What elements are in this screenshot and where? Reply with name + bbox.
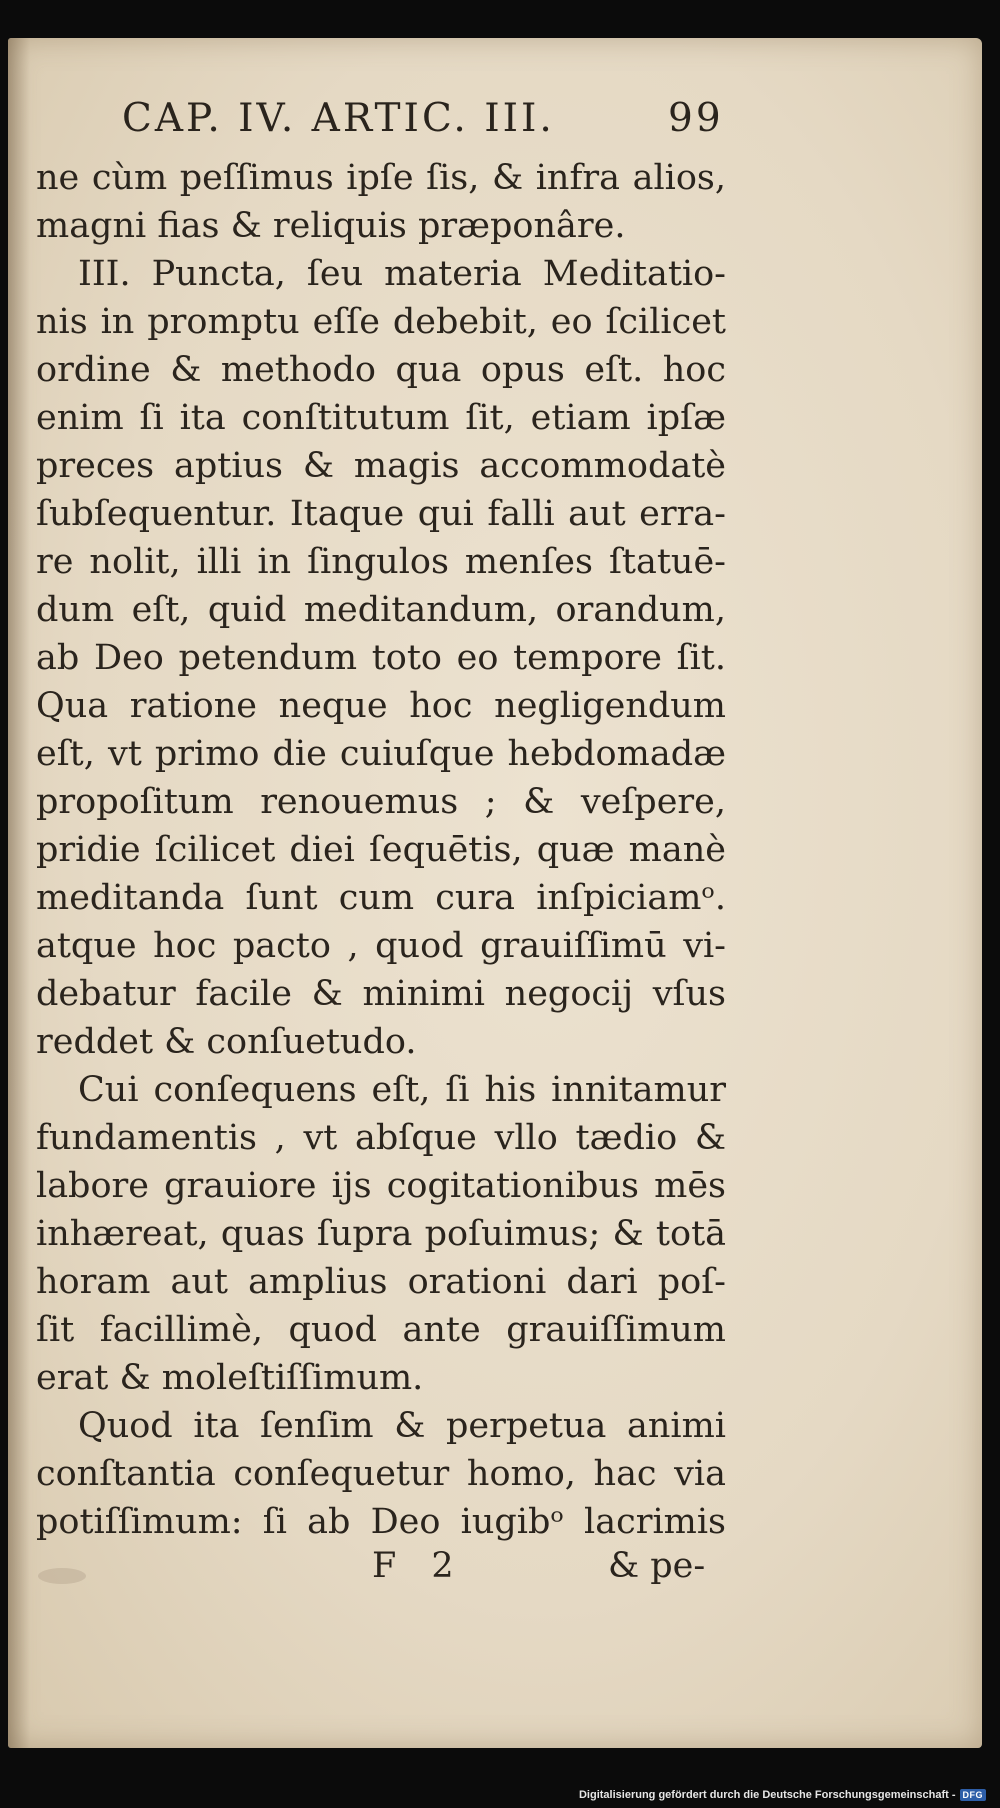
text-line: re nolit, illi in ſingulos menſes ſtatuē- — [36, 542, 726, 582]
text-line: ordine & methodo qua opus eſt. hoc — [36, 350, 726, 390]
credit-text: Digitalisierung gefördert durch die Deutsche Forschungsgemeinschaft - — [578, 1789, 956, 1801]
body-text — [36, 154, 726, 1546]
text-line: magni fias & reliquis præponâre. — [36, 206, 626, 246]
text-line: dum eſt, quid meditandum, orandum, — [36, 590, 726, 630]
text-line: labore grauiore ijs cogitationibus mēs — [36, 1166, 726, 1206]
text-line: debatur facile & minimi negocij vſus — [36, 974, 726, 1014]
text-line: preces aptius & magis accommodatè — [36, 446, 726, 486]
text-line: inhæreat, quas ſupra poſuimus; & totā — [36, 1214, 726, 1254]
text-line: nis in promptu eſſe debebit, eo ſcilicet — [36, 302, 726, 342]
page-gutter-shadow — [8, 38, 30, 1748]
book-page — [8, 38, 982, 1748]
catchword: & pe- — [608, 1546, 706, 1586]
text-line: conſtantia conſequetur homo, hac via — [36, 1454, 726, 1494]
digitization-credit — [579, 1786, 986, 1804]
text-line: horam aut amplius orationi dari poſ- — [36, 1262, 726, 1302]
text-line: pridie ſcilicet diei ſequētis, quæ manè — [36, 830, 726, 870]
text-line: ſit facillimè, quod ante grauiſſimum — [36, 1310, 726, 1350]
signature-mark: F 2 — [372, 1546, 466, 1586]
running-title: CAP. IV. ARTIC. III. — [122, 96, 555, 141]
dfg-logo: DFG — [960, 1789, 987, 1801]
text-line: atque hoc pacto , quod grauiſſimū vi- — [36, 926, 726, 966]
text-line: III. Puncta, ſeu materia Meditatio- — [78, 254, 726, 294]
text-line: Cui conſequens eſt, ſi his innitamur — [78, 1070, 726, 1110]
text-line: Quod ita ſenſim & perpetua animi — [78, 1406, 726, 1446]
text-line: Qua ratione neque hoc negligendum — [36, 686, 726, 726]
page-footer — [36, 1546, 726, 1596]
text-line: ab Deo petendum toto eo tempore ſit. — [36, 638, 726, 678]
running-head — [36, 96, 726, 154]
text-line: enim ſi ita conſtitutum ſit, etiam ipſæ — [36, 398, 726, 438]
text-line: meditanda ſunt cum cura inſpiciamᵒ. — [36, 878, 726, 918]
text-line: erat & moleſtiſſimum. — [36, 1358, 424, 1398]
page-number: 99 — [668, 96, 724, 141]
text-line: potiſſimum: ſi ab Deo iugibᵒ lacrimis — [36, 1502, 726, 1542]
text-line: reddet & conſuetudo. — [36, 1022, 417, 1062]
text-line: ſubſequentur. Itaque qui falli aut erra- — [36, 494, 726, 534]
text-line: ne cùm peſſimus ipſe ſis, & infra alios, — [36, 158, 726, 198]
text-line: eſt, vt primo die cuiuſque hebdomadæ — [36, 734, 726, 774]
text-line: propoſitum renouemus ; & veſpere, — [36, 782, 726, 822]
page-text-block — [36, 96, 726, 1596]
text-line: fundamentis , vt abſque vllo tædio & — [36, 1118, 726, 1158]
